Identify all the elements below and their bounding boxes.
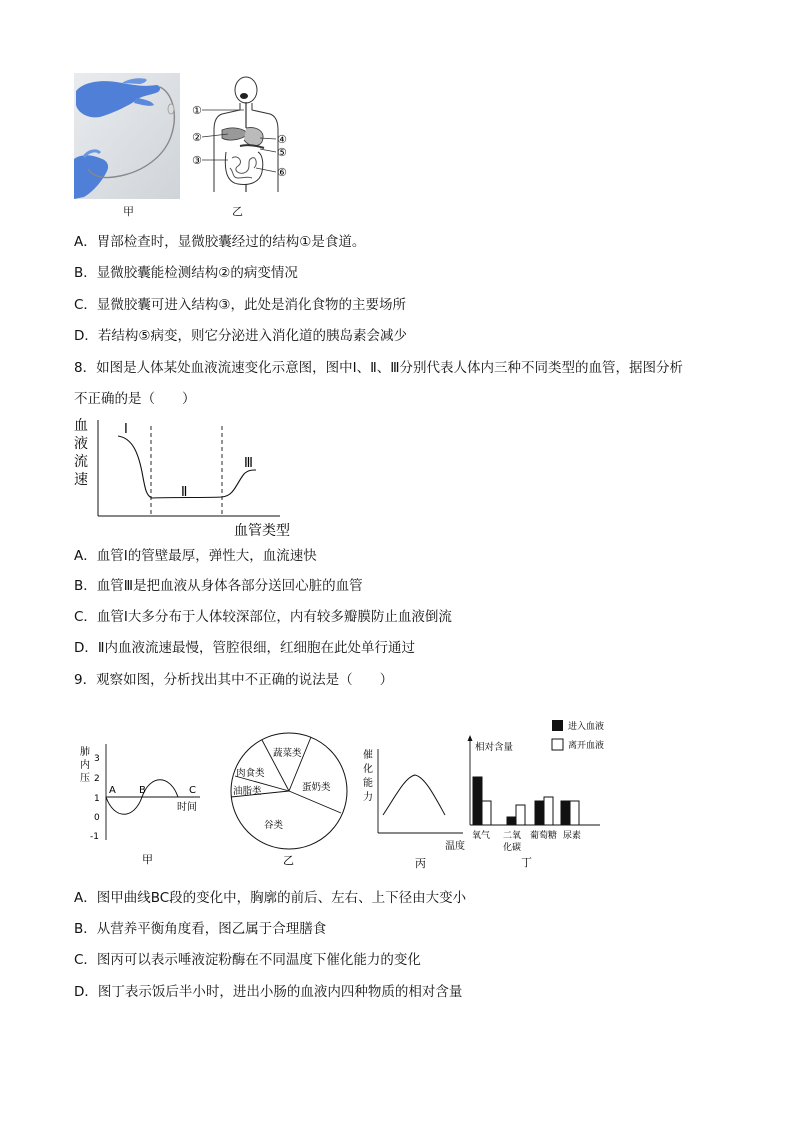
q9-ding-legend-out: 离开血液 (568, 741, 605, 751)
q9-jia-ylabel-char: 内 (80, 760, 90, 771)
q9-ding-ylabel: 相对含量 (475, 742, 514, 753)
marker-1: ① (192, 104, 202, 117)
q9-bing-ylabel-char: 能 (363, 778, 373, 789)
q7-option-b: B．显微胶囊能检测结构②的病变情况 (74, 265, 298, 281)
q9-yi-sector-label: 肉食类 (236, 768, 265, 779)
marker-3: ③ (192, 154, 202, 167)
q8-xlabel: 血管类型 (234, 523, 290, 539)
q9-jia-xlabel: 时间 (177, 802, 197, 813)
q9-ding-bar-out (544, 797, 553, 825)
q9-jia-ylabel-char: 压 (80, 773, 90, 784)
q9-ding-category: 化碳 (503, 843, 522, 853)
q9-ding-legend-swatch-in (552, 720, 563, 731)
q9-jia-tick: 0 (94, 813, 100, 823)
q9-jia-tick: 1 (94, 794, 100, 804)
q9-jia-caption: 甲 (142, 853, 153, 866)
q9-bing-graph (361, 745, 467, 870)
marker-5: ⑤ (277, 146, 287, 159)
q9-option-d: D．图丁表示饭后半小时，进出小肠的血液内四种物质的相对含量 (74, 984, 463, 1000)
q9-option-a: A．图甲曲线BC段的变化中，胸廓的前后、左右、上下径由大变小 (74, 890, 467, 906)
q9-jia-tick: 3 (94, 754, 100, 764)
q9-yi-pie (229, 731, 349, 871)
q8-option-a: A．血管Ⅰ的管壁最厚，弹性大，血流速快 (74, 548, 317, 564)
q9-bing-ylabel-char: 化 (363, 764, 373, 775)
q9-jia-point-A: A (109, 785, 116, 796)
q9-ding-legend-swatch-out (552, 739, 563, 750)
q9-bing-ylabel-char: 催 (363, 750, 373, 761)
q9-ding-y-arrow (468, 735, 473, 741)
q9-ding-bar-in (507, 817, 516, 825)
q9-ding-bar-out (570, 801, 579, 825)
q8-ylabel-char: 速 (74, 472, 88, 488)
q9-ding-caption: 丁 (521, 856, 532, 869)
q8-ylabel-char: 流 (74, 454, 88, 470)
q9-ding-legend-in: 进入血液 (568, 722, 605, 732)
q8-label-I: Ⅰ (124, 422, 128, 437)
q8-ylabel-char: 血 (74, 418, 88, 434)
q9-yi-sector-label: 油脂类 (233, 786, 262, 797)
q9-option-c: C．图丙可以表示唾液淀粉酶在不同温度下催化能力的变化 (74, 952, 421, 968)
marker-2: ② (192, 131, 202, 144)
q7-option-d: D．若结构⑤病变，则它分泌进入消化道的胰岛素会减少 (74, 328, 407, 344)
q9-yi-sector-label: 谷类 (264, 820, 284, 831)
q8-option-d: D．Ⅱ内血液流速最慢，管腔很细，红细胞在此处单行通过 (74, 640, 416, 656)
digestive-system-illustration (188, 72, 292, 198)
q9-ding-chart (466, 717, 614, 869)
q9-jia-tick: 2 (94, 774, 100, 784)
q9-yi-caption: 乙 (283, 854, 294, 867)
q9-bing-caption: 丙 (415, 857, 426, 870)
q7-option-a: A．胃部检查时，显微胶囊经过的结构①是食道。 (74, 234, 366, 250)
q9-jia-point-C: C (189, 785, 196, 796)
q9-option-b: B．从营养平衡角度看，图乙属于合理膳食 (74, 921, 327, 937)
figure7-yi-caption: 乙 (232, 205, 243, 218)
q8-blood-flow-graph (74, 416, 306, 540)
q9-yi-sector-label: 蛋奶类 (302, 782, 331, 793)
q9-ding-category: 二氧 (503, 831, 522, 841)
q8-option-c: C．血管Ⅰ大多分布于人体较深部位，内有较多瓣膜防止血液倒流 (74, 609, 452, 625)
q8-stem-line1: 8．如图是人体某处血液流速变化示意图，图中Ⅰ、Ⅱ、Ⅲ分别代表人体内三种不同类型的血管，据图分析 (74, 360, 684, 376)
q8-option-b: B．血管Ⅲ是把血液从身体各部分送回心脏的血管 (74, 578, 363, 594)
q9-ding-category: 尿素 (563, 831, 582, 841)
q9-stem: 9．观察如图，分析找出其中不正确的说法是（ ） (74, 672, 394, 688)
q9-ding-bar-in (473, 777, 482, 825)
marker-4: ④ (277, 133, 287, 146)
q9-ding-category: 葡萄糖 (530, 831, 558, 841)
q7-option-c: C．显微胶囊可进入结构③，此处是消化食物的主要场所 (74, 297, 407, 313)
q9-ding-bar-out (516, 805, 525, 825)
q9-ding-category: 氧气 (472, 831, 491, 841)
q9-ding-bar-in (561, 801, 570, 825)
q9-jia-tick: -1 (90, 832, 99, 842)
q9-bing-xlabel: 温度 (445, 841, 465, 852)
q9-ding-bar-in (535, 801, 544, 825)
q9-yi-sector-label: 蔬菜类 (273, 748, 302, 759)
q9-jia-graph (78, 738, 208, 868)
figure7-jia-caption: 甲 (123, 205, 134, 218)
digestive-system-figure (188, 72, 292, 198)
q8-label-III: Ⅲ (244, 456, 253, 471)
q8-ylabel-char: 液 (74, 436, 88, 452)
capsule-photo-illustration (74, 73, 180, 199)
q9-jia-ylabel-char: 肺 (80, 747, 90, 758)
q8-stem-line2: 不正确的是（ ） (74, 391, 196, 407)
capsule-photo (74, 73, 180, 199)
q9-bing-ylabel-char: 力 (363, 792, 373, 803)
q9-ding-bar-out (482, 801, 491, 825)
q9-bing-curve (383, 775, 445, 815)
q8-label-II: Ⅱ (181, 485, 188, 500)
q9-jia-point-B: B (139, 785, 146, 796)
marker-6: ⑥ (277, 166, 287, 179)
